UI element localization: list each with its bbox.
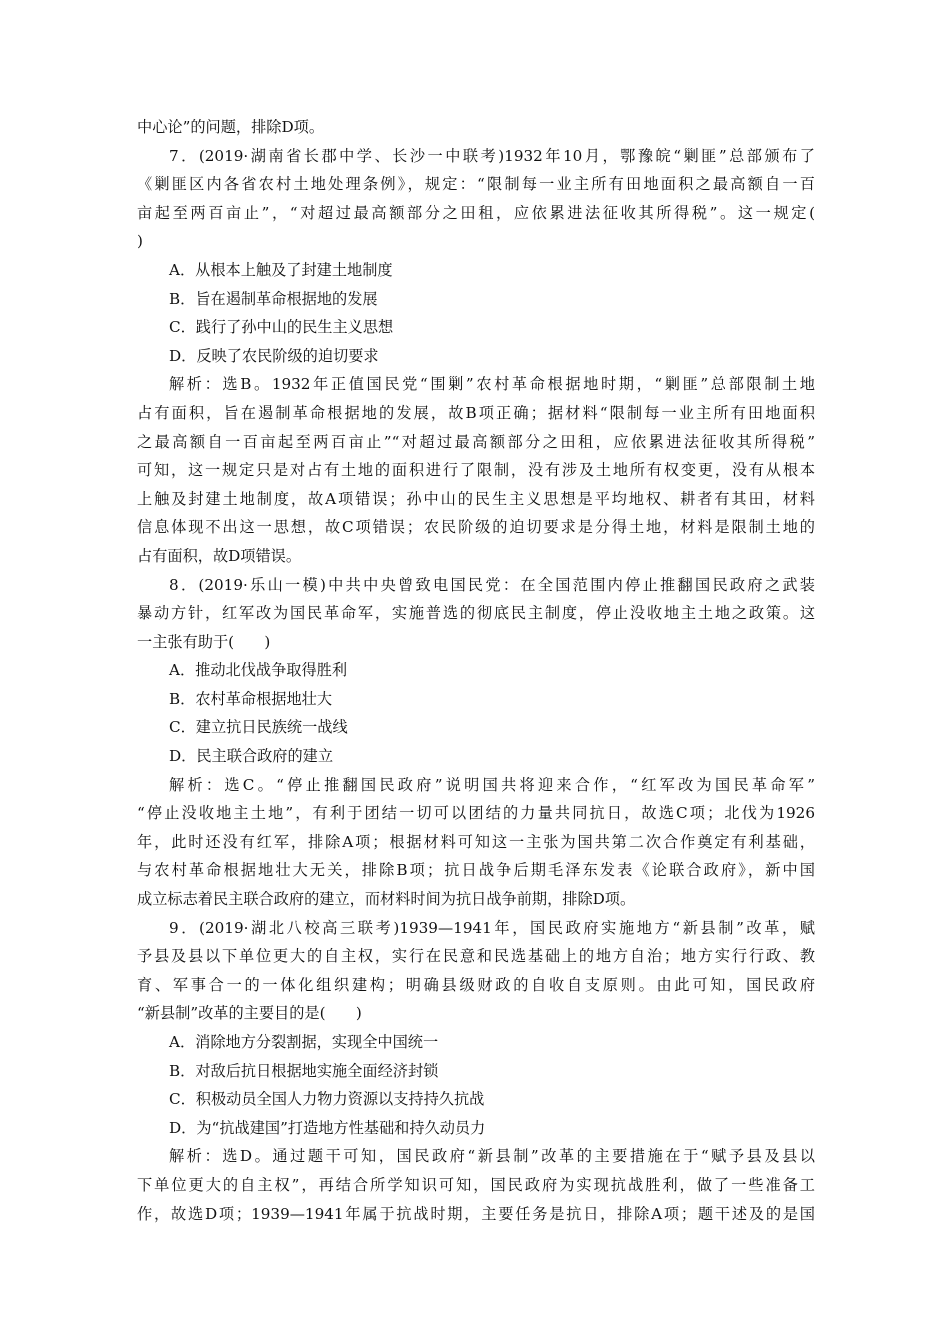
- answer-option: A．从根本上触及了封建土地制度: [169, 260, 393, 279]
- text-line: 占有面积，旨在遏制革命根据地的发展，故B项正确；据材料“限制每一业主所有田地面积: [137, 403, 815, 422]
- text-line: 暴动方针，红军改为国民革命军，实施普选的彻底民主制度，停止没收地主土地之政策。这: [137, 604, 815, 623]
- answer-option: A．推动北伐战争取得胜利: [169, 661, 348, 680]
- answer-option: D．反映了农民阶级的迫切要求: [169, 346, 379, 365]
- text-line: 7．(2019·湖南省长郡中学、长沙一中联考)1932年10月，鄂豫皖“剿匪”总部颁布了: [169, 146, 815, 165]
- text-line: 8．(2019·乐山一模)中共中央曾致电国民党：在全国范围内停止推翻国民政府之武装: [169, 575, 815, 594]
- document-page: [137, 113, 815, 1228]
- text-line: 一主张有助于( ): [137, 632, 271, 651]
- answer-option: B．农村革命根据地壮大: [169, 689, 333, 708]
- text-line: 育、军事合一的一体化组织建构；明确县级财政的自收自支原则。由此可知，国民政府: [137, 975, 815, 994]
- text-line: 解析：选C。“停止推翻国民政府”说明国共将迎来合作，“红军改为国民革命军”: [169, 775, 815, 794]
- text-line: 予县及县以下单位更大的自主权，实行在民意和民选基础上的地方自治；地方实行行政、教: [137, 947, 815, 966]
- text-line: 可知，这一规定只是对占有土地的面积进行了限制，没有涉及土地所有权变更，没有从根本: [137, 461, 815, 480]
- text-line: 年，此时还没有红军，排除A项；根据材料可知这一主张为国共第二次合作奠定有利基础，: [137, 832, 815, 851]
- text-line: 解析：选B。1932年正值国民党“围剿”农村革命根据地时期，“剿匪”总部限制土地: [169, 375, 815, 394]
- answer-option: C．建立抗日民族统一战线: [169, 718, 348, 737]
- text-line: “新县制”改革的主要目的是( ): [137, 1004, 362, 1023]
- text-line: 与农村革命根据地壮大无关，排除B项；抗日战争后期毛泽东发表《论联合政府》，新中国: [137, 861, 815, 880]
- answer-option: B．对敌后抗日根据地实施全面经济封锁: [169, 1061, 439, 1080]
- answer-option: B．旨在遏制革命根据地的发展: [169, 289, 378, 308]
- answer-option: C．积极动员全国人力物力资源以支持持久抗战: [169, 1090, 485, 1109]
- text-line: 上触及封建土地制度，故A项错误；孙中山的民生主义思想是平均地权、耕者有其田，材料: [137, 489, 815, 508]
- text-line: 9．(2019·湖北八校高三联考)1939—1941年，国民政府实施地方“新县制”改革，赋: [169, 918, 815, 937]
- answer-option: D．民主联合政府的建立: [169, 747, 334, 766]
- text-line: 亩起至两百亩止”，“对超过最高额部分之田租，应依累进法征收其所得税”。这一规定(: [137, 203, 815, 222]
- text-line: 成立标志着民主联合政府的建立，而材料时间为抗日战争前期，排除D项。: [137, 890, 636, 909]
- answer-option: A．消除地方分裂割据，实现全中国统一: [169, 1033, 439, 1051]
- text-line: 下单位更大的自主权”，再结合所学知识可知，国民政府为实现抗战胜利，做了一些准备工: [137, 1175, 815, 1194]
- text-line: 作，故选D项；1939—1941年属于抗战时期，主要任务是抗日，排除A项；题干述及的是国: [137, 1204, 815, 1223]
- text-line: 信息体现不出这一思想，故C项错误；农民阶级的迫切要求是分得土地，材料是限制土地的: [137, 518, 815, 537]
- answer-option: C．践行了孙中山的民生主义思想: [169, 318, 394, 337]
- text-line: 之最高额自一百亩起至两百亩止”“对超过最高额部分之田租，应依累进法征收其所得税”: [137, 432, 815, 451]
- answer-option: D．为“抗战建国”打造地方性基础和持久动员力: [169, 1118, 486, 1137]
- text-line: 中心论”的问题，排除D项。: [137, 118, 325, 136]
- text-line: 《剿匪区内各省农村土地处理条例》，规定：“限制每一业主所有田地面积之最高额自一百: [137, 175, 815, 194]
- text-line: 占有面积，故D项错误。: [137, 546, 302, 565]
- text-line: “停止没收地主土地”，有利于团结一切可以团结的力量共同抗日，故选C项；北伐为1926: [137, 804, 815, 823]
- text-line: ): [137, 232, 143, 251]
- text-line: 解析：选D。通过题干可知，国民政府“新县制”改革的主要措施在于“赋予县及县以: [169, 1147, 815, 1166]
